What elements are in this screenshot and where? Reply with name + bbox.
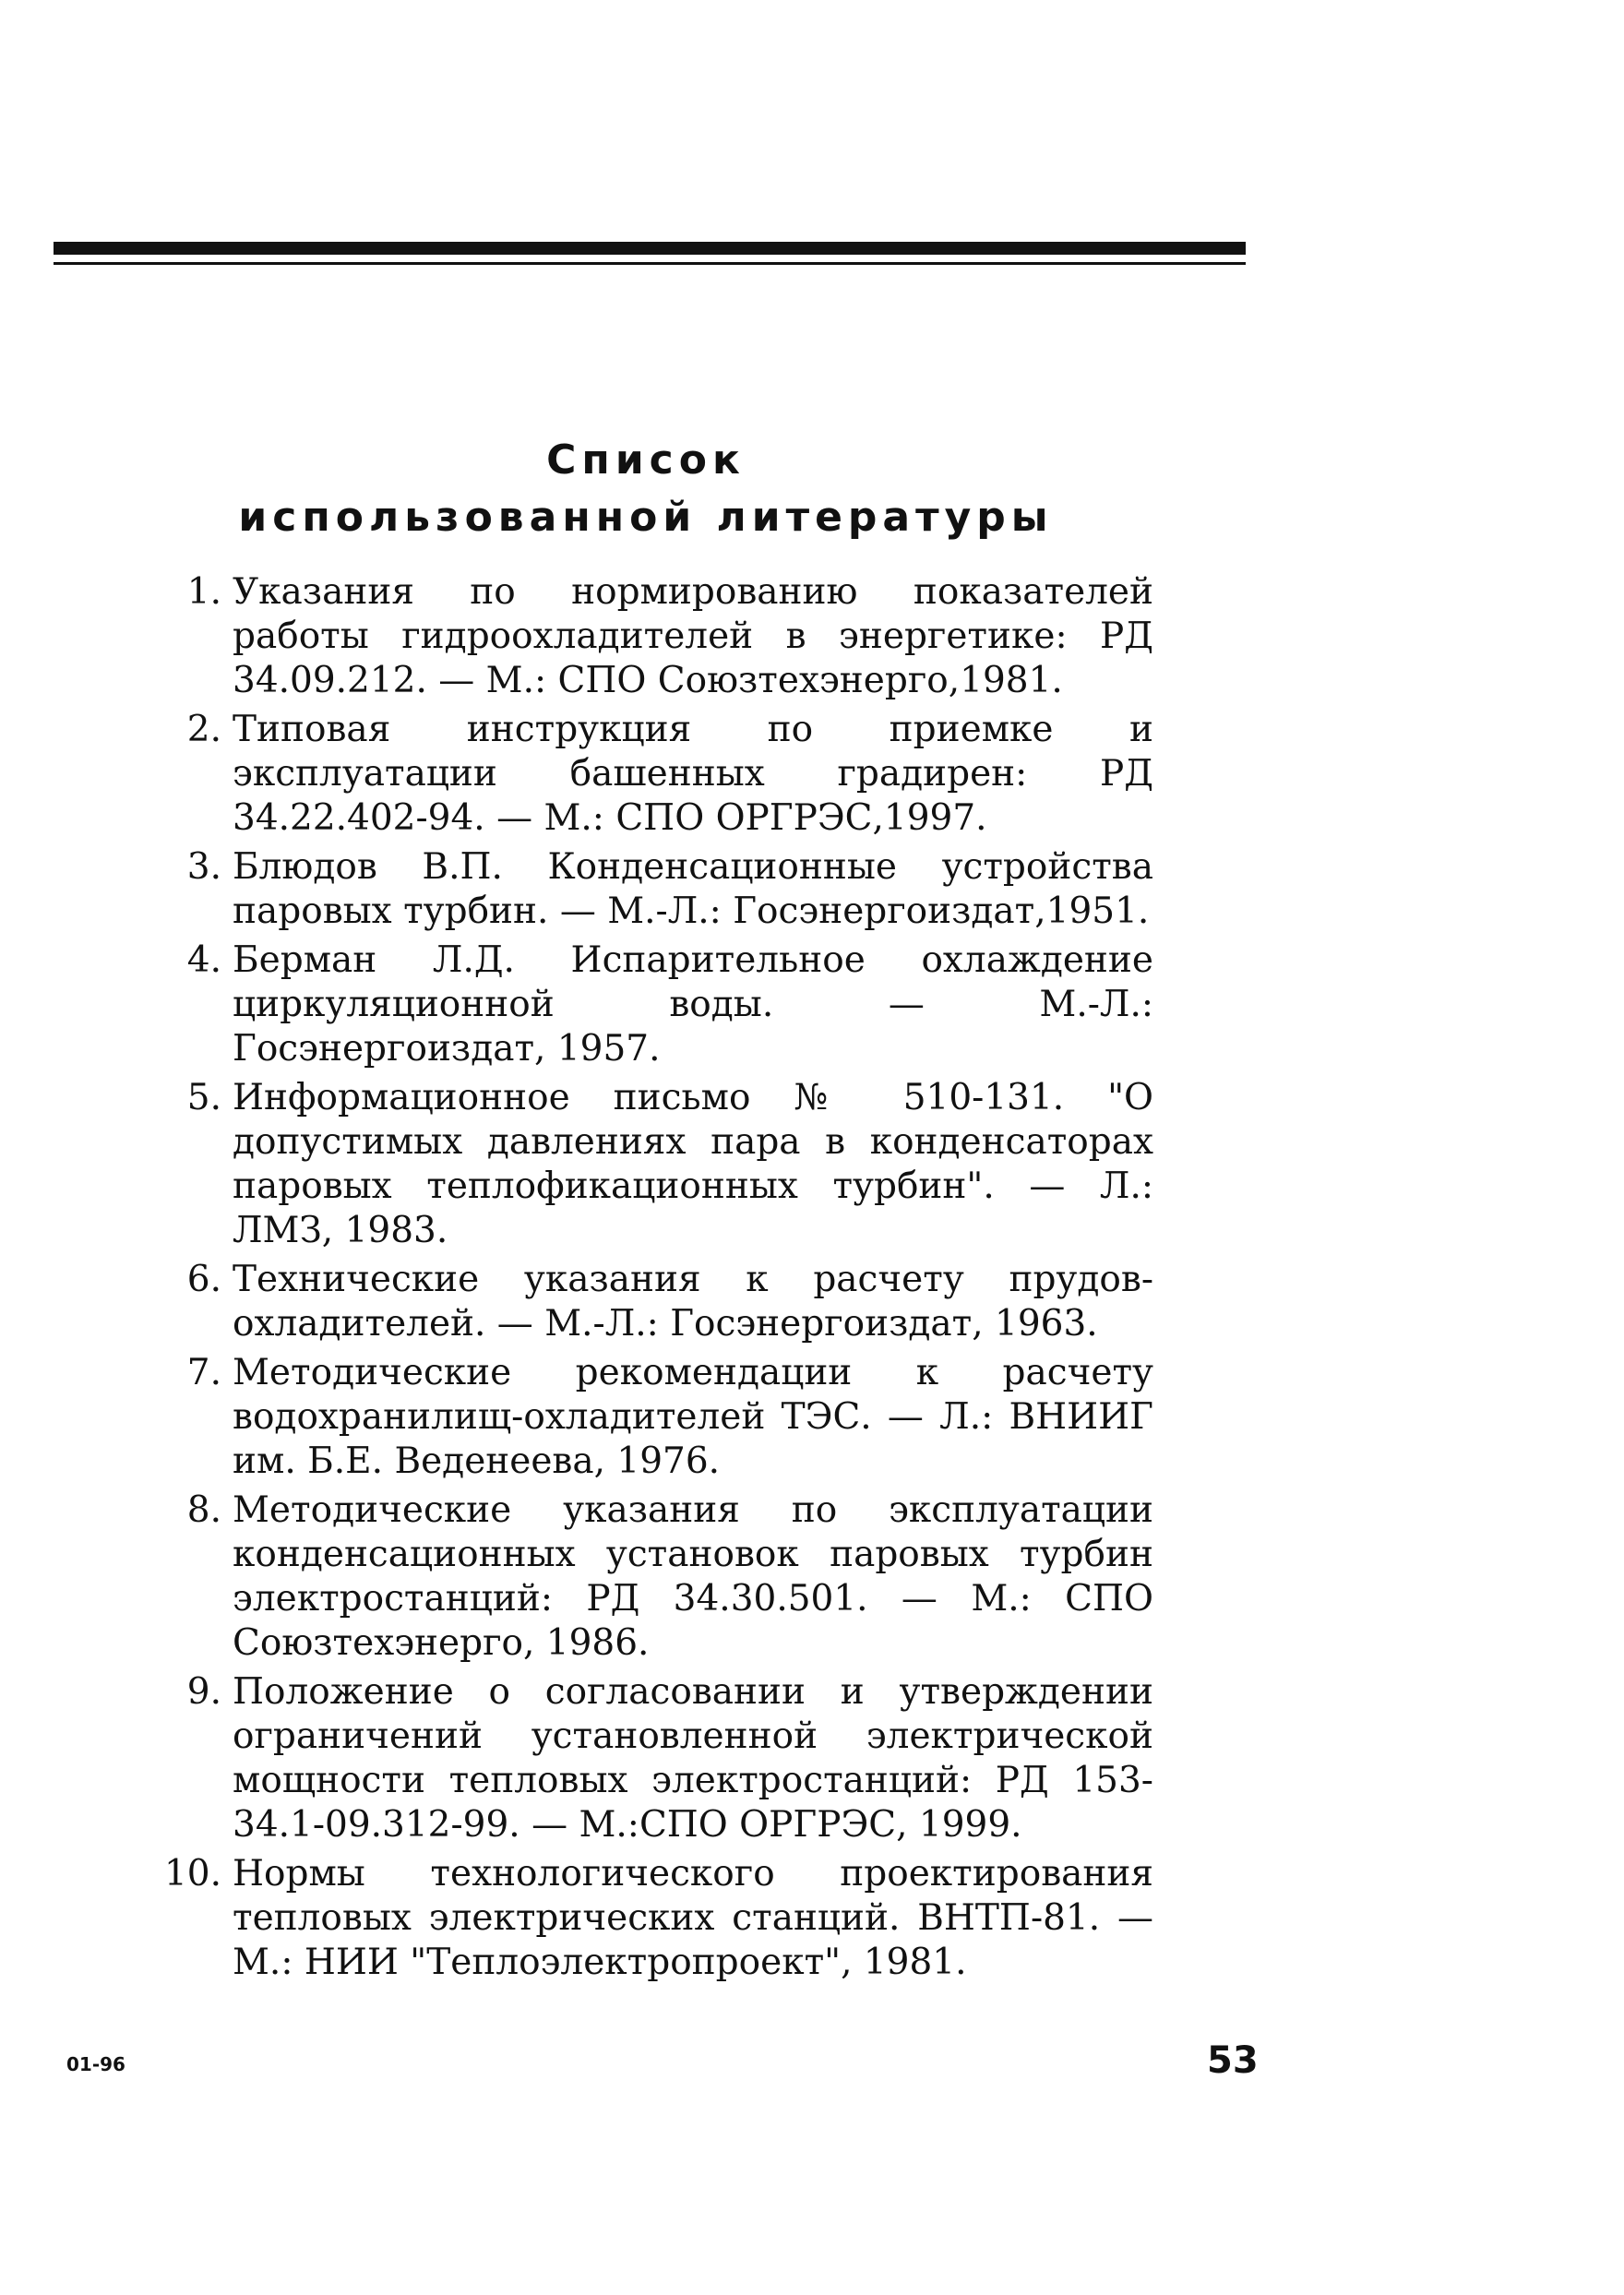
reference-number: 10. [163, 1853, 221, 1895]
reference-number: 9. [186, 1671, 221, 1713]
reference-item [148, 1351, 1153, 1484]
reference-text: Положение о согласовании и утверждении ограничений установленной электрической мощности тепловых электростанций: РД 153-34.1-09.312-99. — М.:СПО ОРГРЭС, 1999. [233, 1671, 1153, 1846]
reference-text: Типовая инструкция по приемке и эксплуатации башенных градирен: РД 34.22.402-94. — М.: СПО ОРГРЭС,1997. [233, 709, 1153, 839]
page-title [0, 432, 1292, 546]
title-line-1: Список [546, 436, 746, 484]
reference-number: 1. [186, 571, 221, 613]
reference-list [148, 570, 1153, 1990]
reference-number: 5. [186, 1077, 221, 1118]
reference-item [148, 938, 1153, 1071]
reference-text: Методические рекомендации к расчету водохранилищ-охладителей ТЭС. — Л.: ВНИИГ им. Б.Е. Веденеева, 1976. [233, 1352, 1153, 1482]
reference-text: Методические указания по эксплуатации конденсационных установок паровых турбин электростанций: РД 34.30.501. — М.: СПО Союзтехэнерго, 1986. [233, 1489, 1153, 1664]
reference-item [148, 570, 1153, 703]
reference-text: Нормы технологического проектирования тепловых электрических станций. ВНТП-81. — М.: НИИ "Теплоэлектропроект", 1981. [233, 1853, 1153, 1983]
reference-text: Информационное письмо № 510-131. "О допустимых давлениях пара в конденсаторах паровых теплофикационных турбин". — Л.: ЛМЗ, 1983. [233, 1077, 1153, 1251]
page-number: 53 [1207, 2039, 1259, 2082]
reference-item [148, 1670, 1153, 1847]
document-code: 01-96 [66, 2053, 125, 2075]
reference-number: 8. [186, 1489, 221, 1531]
reference-text: Указания по нормированию показателей работы гидроохладителей в энергетике: РД 34.09.212. — М.: СПО Союзтехэнерго,1981. [233, 571, 1153, 701]
reference-text: Берман Л.Д. Испарительное охлаждение циркуляционной воды. — М.-Л.: Госэнергоиздат, 1957. [233, 939, 1153, 1070]
reference-item [148, 1258, 1153, 1346]
header-rule-thin [54, 262, 1246, 265]
title-line-2: использованной литературы [238, 494, 1054, 541]
reference-item [148, 1488, 1153, 1666]
reference-text: Блюдов В.П. Конденсационные устройства паровых турбин. — М.-Л.: Госэнергоиздат,1951. [233, 846, 1153, 932]
reference-number: 3. [186, 846, 221, 888]
reference-item [148, 1852, 1153, 1985]
reference-text: Технические указания к расчету прудов-охладителей. — М.-Л.: Госэнергоиздат, 1963. [233, 1259, 1153, 1345]
header-rule-thick [54, 242, 1246, 255]
reference-number: 2. [186, 709, 221, 750]
reference-number: 7. [186, 1352, 221, 1393]
reference-item [148, 708, 1153, 841]
reference-number: 4. [186, 939, 221, 981]
reference-number: 6. [186, 1259, 221, 1300]
reference-item [148, 845, 1153, 934]
reference-item [148, 1076, 1153, 1253]
